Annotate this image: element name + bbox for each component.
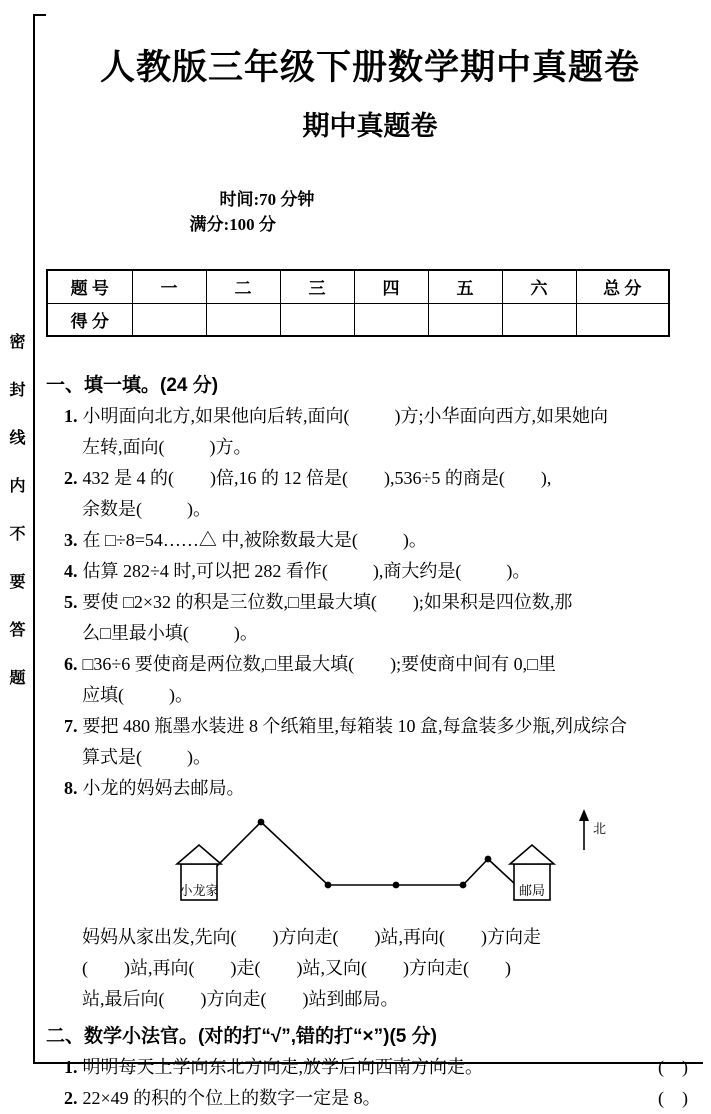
question-3-text: 在 □÷8=54……△ 中,被除数最大是( )。 [82,530,427,550]
score-cell-total [576,303,669,336]
post-office-roof [510,845,554,864]
seal-border-tick [33,14,46,16]
page-subtitle: 期中真题卷 [302,111,438,141]
station-dot [258,819,265,826]
judge-question-1 [46,1052,694,1083]
exam-meta [46,165,694,255]
score-table-col-1: 一 [132,270,206,303]
question-2-line-1 [46,463,694,494]
question-8-paragraph-line-3: 站,最后向( )方向走( )站到邮局。 [82,989,399,1009]
judge-question-2 [46,1083,694,1114]
exam-content [46,0,694,1114]
question-3-line-1 [46,525,694,556]
score-label: 得 分 [47,303,132,336]
north-arrow-head [579,809,589,821]
post-office-label: 邮局 [518,883,546,898]
judge-question-2-number: 2. [64,1088,78,1108]
question-1-text: 小明面向北方,如果他向后转,面向( )方;小华面向西方,如果她向 [82,406,608,426]
north-label: 北 [593,821,607,836]
score-cell-5 [428,303,502,336]
score-table-score-row [47,303,669,336]
station-dot [460,882,467,889]
score-cell-2 [206,303,280,336]
score-table-col-2: 二 [206,270,280,303]
question-7-line-1 [46,711,694,742]
question-6-text: □36÷6 要使商是两位数,□里最大填( );要使商中间有 0,□里 [82,654,556,674]
question-6-number: 6. [64,654,78,674]
section2-heading: 二、数学小法官。(对的打“√”,错的打“×”)(5 分) [46,1026,437,1047]
judge-question-1-number: 1. [64,1057,78,1077]
station-dot [325,882,332,889]
score-table-header-row [47,270,669,303]
question-4-line-1 [46,556,694,587]
score-table-col-4: 四 [354,270,428,303]
score-table [46,269,670,337]
score-cell-1 [132,303,206,336]
home-label: 小龙家 [179,883,219,898]
question-7-line-2: 算式是( )。 [82,747,211,767]
question-8-line-1 [46,773,694,804]
section1-heading: 一、填一填。(24 分) [46,375,219,396]
judge-question-2-text [64,1083,381,1114]
question-5-line-1 [46,587,694,618]
score-table-col-total: 总 分 [576,270,669,303]
score-cell-4 [354,303,428,336]
judge-question-2-answer-blank: ( ) [658,1088,688,1108]
seal-text: 密封线内不要答题 [7,333,24,717]
question-6-line-1 [46,649,694,680]
station-dot [393,882,400,889]
judge-question-2-body: 22×49 的积的个位上的数字一定是 8。 [82,1088,381,1108]
station-dot [485,856,492,863]
question-7-number: 7. [64,716,78,736]
question-8-text: 小龙的妈妈去邮局。 [82,778,245,798]
home-house-roof [177,845,221,864]
score-cell-6 [502,303,576,336]
question-1-line-1 [46,401,694,432]
score-cell-3 [280,303,354,336]
question-6-line-2: 应填( )。 [82,685,193,705]
judge-question-1-text [64,1052,483,1083]
question-2-line-2: 余数是( )。 [82,499,211,519]
score-table-col-3: 三 [280,270,354,303]
score-table-col-5: 五 [428,270,502,303]
judge-question-1-body: 明明每天上学向东北方向走,放学后向西南方向走。 [82,1057,483,1077]
seal-border-left [33,14,35,1064]
question-number-label: 题 号 [47,270,132,303]
page-title: 人教版三年级下册数学期中真题卷 [99,48,640,87]
judge-question-1-answer-blank: ( ) [658,1057,688,1077]
full-score-label: 满分:100 分 [189,215,276,234]
question-5-text: 要使 □2×32 的积是三位数,□里最大填( );如果积是四位数,那 [82,592,573,612]
question-4-number: 4. [64,561,78,581]
question-5-number: 5. [64,592,78,612]
question-8-paragraph-line-1: 妈妈从家出发,先向( )方向走( )站,再向( )方向走 [82,927,541,947]
route-path [217,822,516,885]
question-3-number: 3. [64,530,78,550]
question-8-number: 8. [64,778,78,798]
question-8-paragraph-line-2: ( )站,再向( )走( )站,又向( )方向走( ) [82,958,511,978]
question-5-line-2: 么□里最小填( )。 [82,623,258,643]
score-table-col-6: 六 [502,270,576,303]
question-4-text: 估算 282÷4 时,可以把 282 看作( ),商大约是( )。 [82,561,531,581]
route-map-diagram [158,804,610,922]
time-label: 时间:70 分钟 [219,190,315,209]
question-2-number: 2. [64,468,78,488]
question-2-text: 432 是 4 的( )倍,16 的 12 倍是( ),536÷5 的商是( ), [82,468,552,488]
question-1-line-2: 左转,面向( )方。 [82,437,252,457]
question-7-text: 要把 480 瓶墨水装进 8 个纸箱里,每箱装 10 盒,每盒装多少瓶,列成综合 [82,716,627,736]
question-1-number: 1. [64,406,78,426]
